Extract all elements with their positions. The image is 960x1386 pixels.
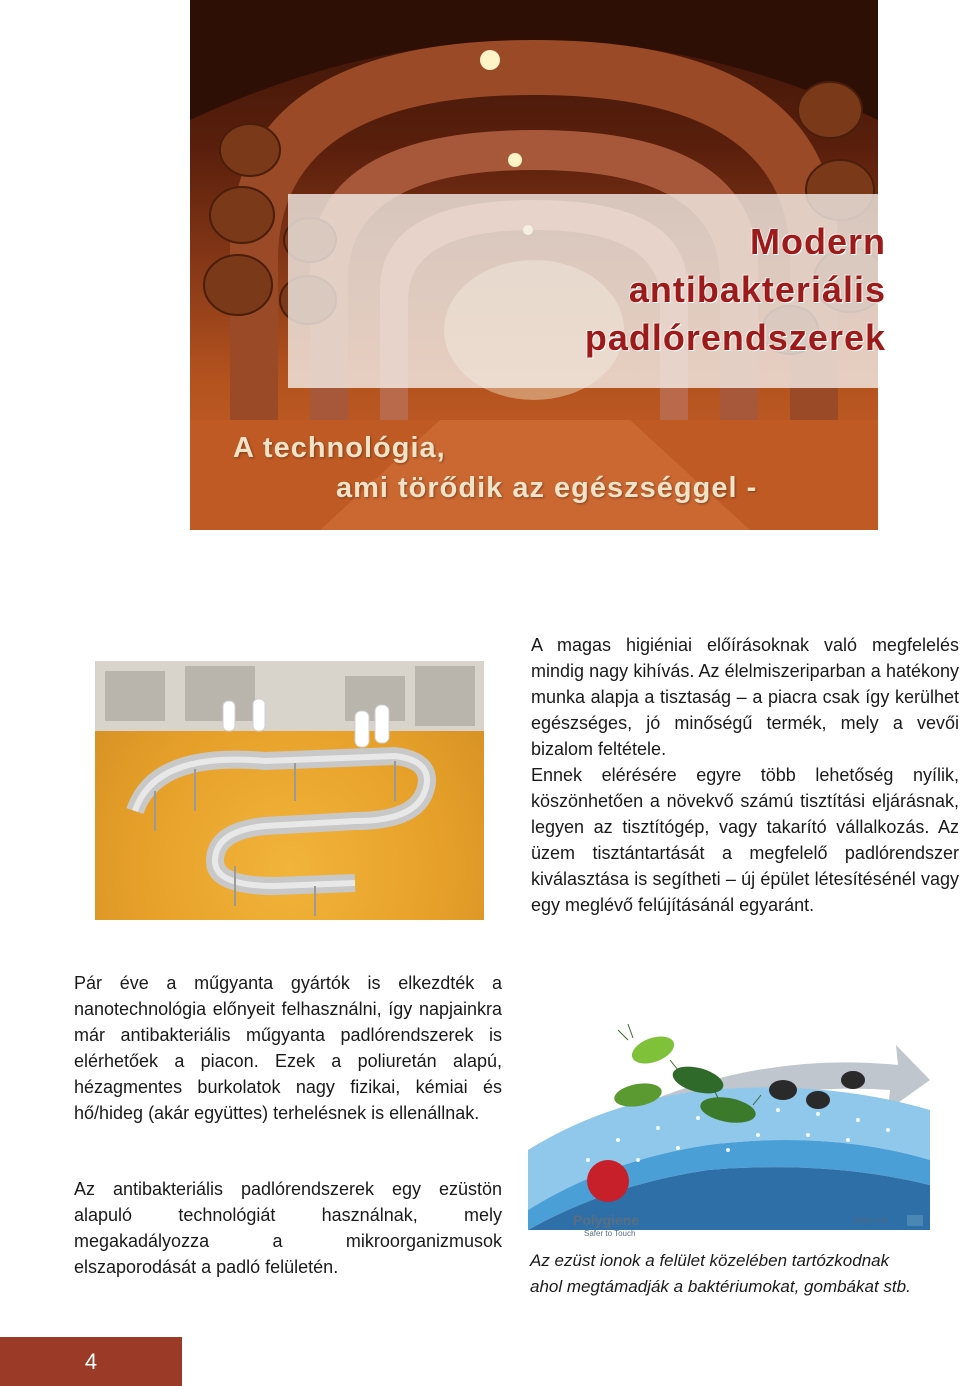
page-title (326, 218, 886, 362)
title-line-2: antibakteriális (628, 269, 886, 310)
title-line-1: Modern (750, 221, 886, 262)
illustration-caption (530, 1248, 960, 1300)
right-column-text (531, 632, 959, 918)
title-line-3: padlórendszerek (584, 317, 886, 358)
left-column-text-1 (74, 970, 502, 1126)
right-paragraph-1: A magas higiéniai előírásoknak való megfelelés mindig nagy kihívás. Az élelmiszeriparban a hatékony munka alapja a tisztaság – a piacra csak így kerülhet egészséges, jó minőségű termék, mely a vevői bizalom feltétele. (531, 635, 959, 759)
factory-floor-image (95, 661, 484, 920)
caption-line-2: ahol megtámadják a baktériumokat, gombákat stb. (530, 1277, 911, 1296)
left-paragraph-2: Az antibakteriális padlórendszerek egy ezüstön alapuló technológiát használnak, mely megakadályozza a mikroorganizmusok elszaporodását a padló felületén. (74, 1179, 502, 1277)
factory-conveyor-graphic (95, 661, 484, 920)
logo-tagline: Safer to Touch (584, 1229, 636, 1238)
silver-ion-badge-icon (907, 1215, 923, 1226)
page-number: 4 (0, 1337, 182, 1386)
subtitle-line-1: A technológia, (233, 432, 446, 464)
left-paragraph-1: Pár éve a műgyanta gyártók is elkezdték a nanotechnológia előnyeit felhasználni, így napjainkra már antibakteriális műgyanta padlórendszerek is elérhetőek a piacon. Ezek a poliuretán alapú, hézagmentes burkolatok nagy fizikai, kémiai és hő/hideg (akár együttes) terhelésnek is ellenállnak. (74, 973, 502, 1123)
logo-name: Polygiene (573, 1212, 640, 1228)
polygiene-logo (573, 1160, 641, 1216)
subtitle-line-2: ami törődik az egészséggel - (336, 472, 758, 504)
right-paragraph-2: Ennek elérésére egyre több lehetőség nyílik, köszönhetően a növekvő számú tisztítási eljárásnak, legyen az tisztítógép, vagy takarító vállalkozás. Az üzem tisztántartását a megfelelő padlórendszer kiválasztása is segítheti – új épület létesítésénél vagy egy meglévő felújításánál egyaránt. (531, 765, 959, 915)
hand-icon (587, 1160, 629, 1202)
silver-ion-badge-text: silver ion (853, 1215, 889, 1225)
hero-subtitle (230, 428, 870, 508)
left-column-text-2 (74, 1176, 502, 1280)
caption-line-1: Az ezüst ionok a felület közelében tartózkodnak (530, 1251, 890, 1270)
